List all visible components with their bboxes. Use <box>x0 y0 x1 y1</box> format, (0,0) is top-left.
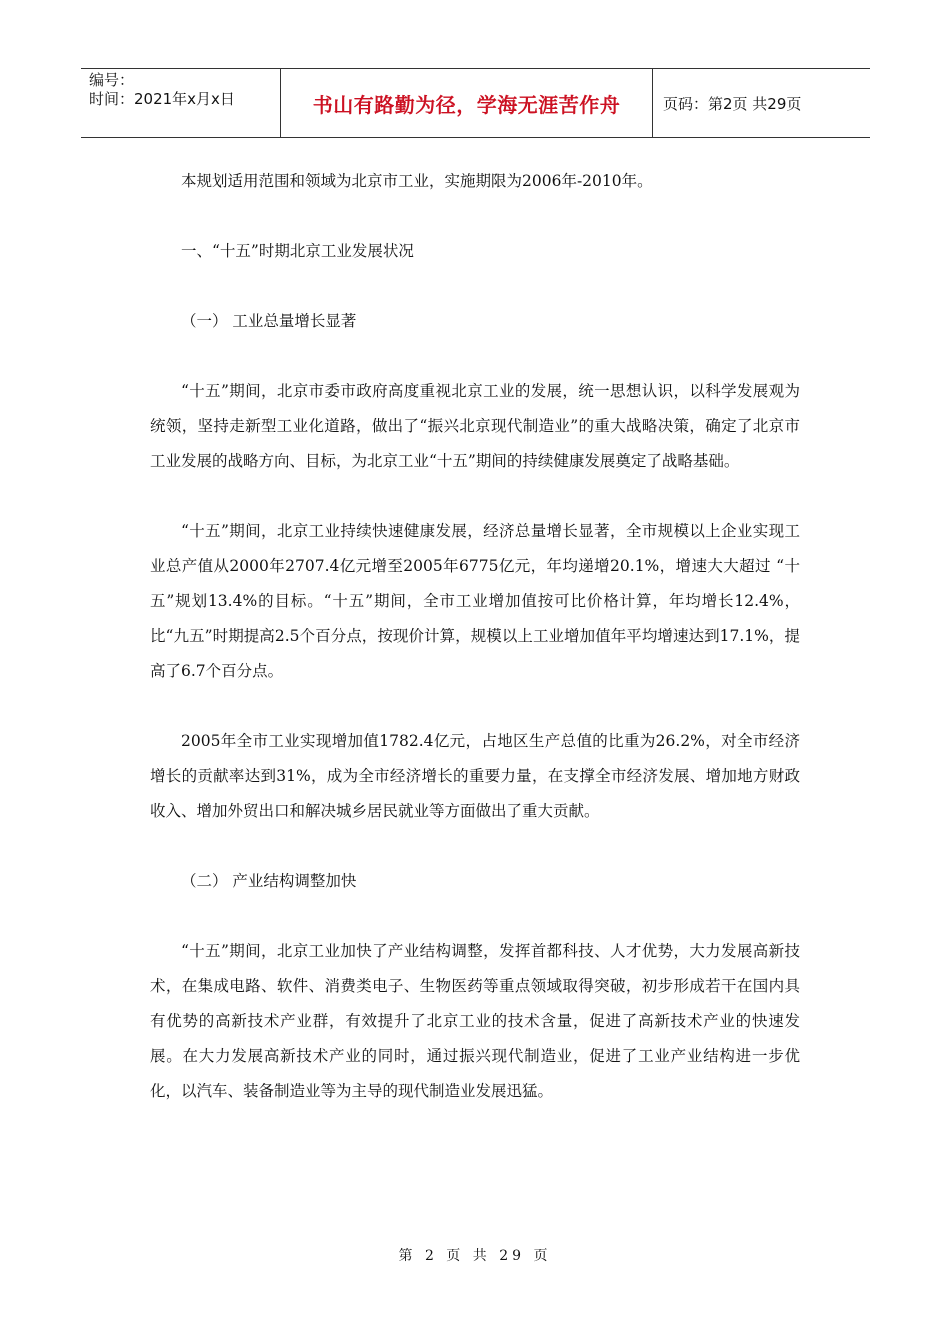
paragraph-2: “十五”期间，北京工业持续快速健康发展，经济总量增长显著，全市规模以上企业实现工业总产值从2000年2707.4亿元增至2005年6775亿元，年均递增20.1%，增速大大超过 “十五”规划13.4%的目标。“十五”期间，全市工业增加值按可比价格计算，年均增长12.4%，比“九五”时期提高2.5个百分点，按现价计算，规模以上工业增加值年平均增速达到17.1%，提高了6.7个百分点。 <box>150 522 800 680</box>
paragraph-3: 2005年全市工业实现增加值1782.4亿元，占地区生产总值的比重为26.2%，对全市经济增长的贡献率达到31%，成为全市经济增长的重要力量，在支撑全市经济发展、增加地方财政收入、增加外贸出口和解决城乡居民就业等方面做出了重大贡献。 <box>150 732 800 820</box>
number-label: 编号： <box>89 71 135 89</box>
date-label: 时间：2021年x月x日 <box>89 90 235 108</box>
header-meta <box>81 69 281 137</box>
section-heading: 一、“十五”时期北京工业发展状况 <box>181 242 414 260</box>
header-motto <box>281 69 653 137</box>
page-header <box>81 68 870 138</box>
document-body <box>150 164 800 1109</box>
intro-paragraph: 本规划适用范围和领域为北京市工业，实施期限为2006年-2010年。 <box>181 172 653 190</box>
subsection-heading-1: （一） 工业总量增长显著 <box>181 312 357 330</box>
header-page <box>653 69 870 137</box>
motto-text: 书山有路勤为径，学海无涯苦作舟 <box>312 92 621 117</box>
subsection-heading-2: （二） 产业结构调整加快 <box>181 872 357 890</box>
page-label: 页码：第2页 共29页 <box>663 94 802 113</box>
paragraph-1: “十五”期间，北京市委市政府高度重视北京工业的发展，统一思想认识，以科学发展观为统领，坚持走新型工业化道路，做出了“振兴北京现代制造业”的重大战略决策，确定了北京市工业发展的战略方向、目标，为北京工业“十五”期间的持续健康发展奠定了战略基础。 <box>150 382 800 470</box>
page-footer: 第 2 页 共 29 页 <box>398 1248 552 1264</box>
paragraph-4: “十五”期间，北京工业加快了产业结构调整，发挥首都科技、人才优势，大力发展高新技术，在集成电路、软件、消费类电子、生物医药等重点领域取得突破，初步形成若干在国内具有优势的高新技术产业群，有效提升了北京工业的技术含量，促进了高新技术产业的快速发展。在大力发展高新技术产业的同时，通过振兴现代制造业，促进了工业产业结构进一步优化，以汽车、装备制造业等为主导的现代制造业发展迅猛。 <box>150 942 800 1100</box>
